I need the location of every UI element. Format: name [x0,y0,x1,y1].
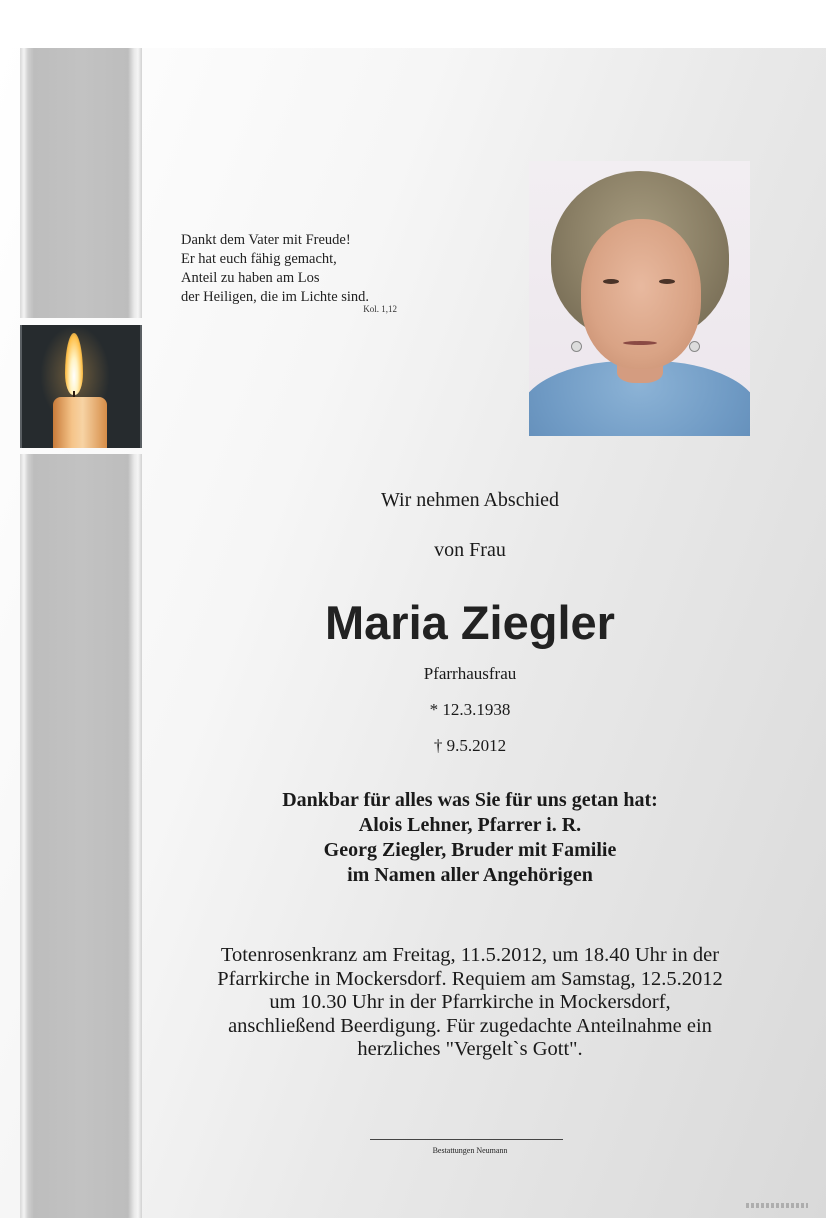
footer-mark [746,1203,808,1208]
undertaker-name: Bestattungen Neumann [432,1146,508,1155]
candle-icon [20,325,142,448]
service-line: anschließend Beerdigung. Für zugedachte Anteilnahme ein [228,1014,712,1037]
verse-line: Anteil zu haben am Los [181,270,320,286]
mourners-line: Alois Lehner, Pfarrer i. R. [358,814,582,836]
verse-line: Dankt dem Vater mit Freude! [181,232,351,248]
mourners-line: im Namen aller Angehörigen [347,864,593,886]
death-date: † 9.5.2012 [433,736,507,755]
obituary-card [0,48,826,1218]
service-line: Pfarrkirche in Mockersdorf. Requiem am Samstag, 12.5.2012 [217,967,723,990]
service-line: herzliches "Vergelt`s Gott". [357,1038,583,1060]
mourners-block [120,788,820,888]
service-info [120,944,820,1062]
birth-date: * 12.3.1938 [429,700,511,719]
deceased-name: Maria Ziegler [325,596,615,649]
mourners-line: Dankbar für alles was Sie für uns getan hat: [282,789,658,811]
salutation: von Frau [434,539,506,561]
portrait-photo [529,161,750,436]
service-line: Totenrosenkranz am Freitag, 11.5.2012, um 18.40 Uhr in der [220,944,720,966]
verse-line: der Heiligen, die im Lichte sind. [181,289,370,305]
decorative-stripe-top [20,48,142,318]
bible-verse [181,231,401,307]
signature-divider [370,1139,563,1140]
verse-line: Er hat euch fähig gemacht, [181,251,337,267]
farewell-intro: Wir nehmen Abschied [380,489,560,511]
occupation: Pfarrhausfrau [423,664,517,683]
mourners-line: Georg Ziegler, Bruder mit Familie [323,839,617,861]
verse-reference: Kol. 1,12 [363,304,397,314]
service-line: um 10.30 Uhr in der Pfarrkirche in Mockersdorf, [269,991,671,1013]
